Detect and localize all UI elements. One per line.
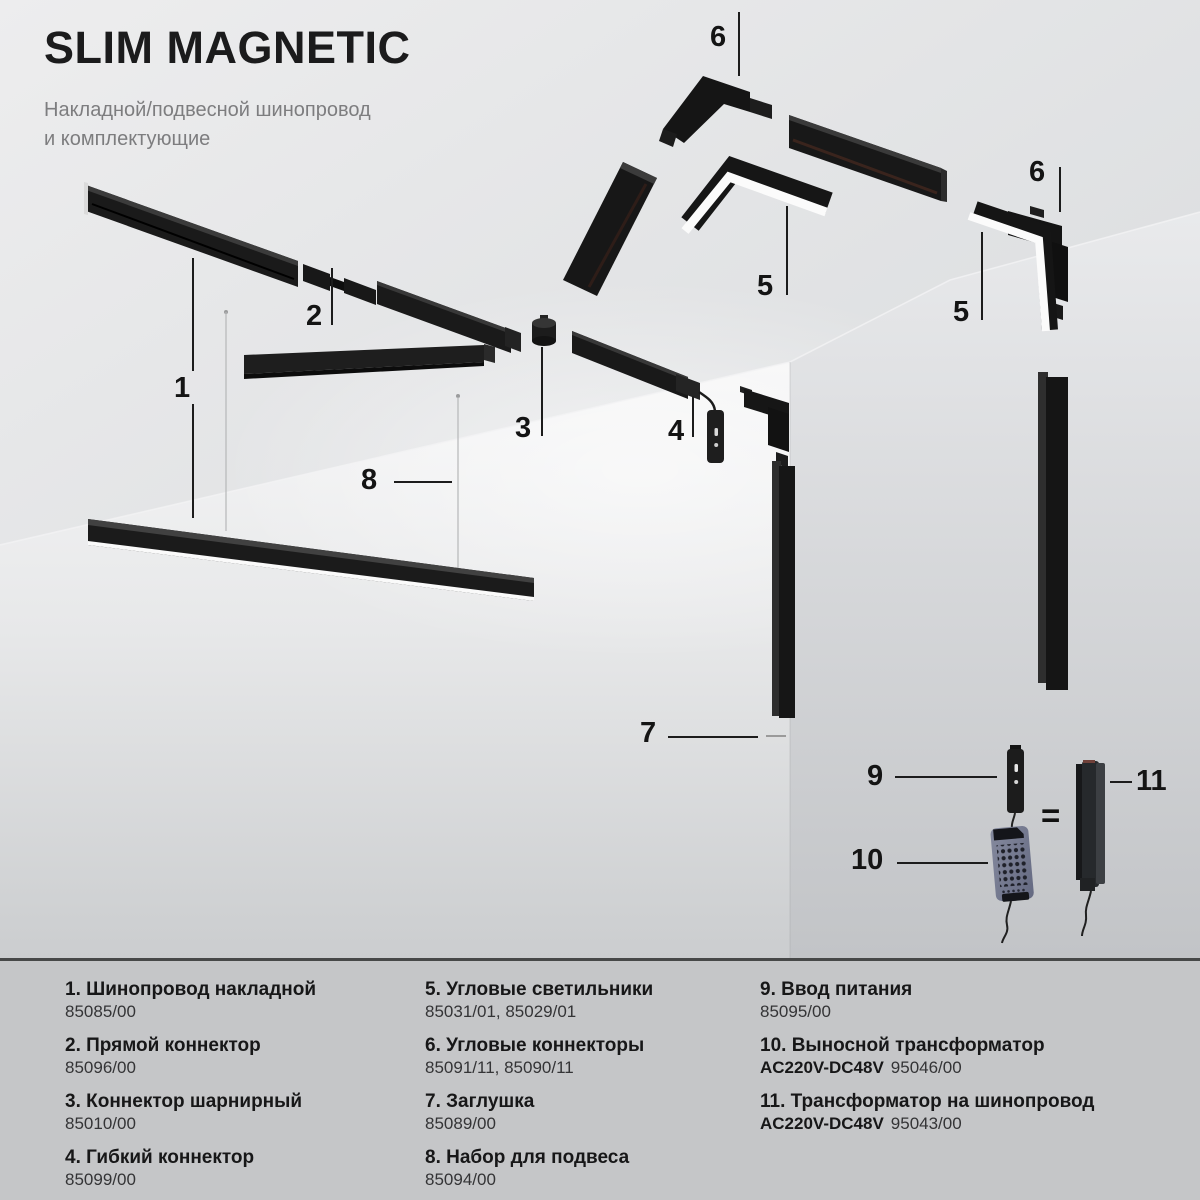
callout-2: 2	[306, 300, 323, 332]
legend-column-2	[425, 978, 653, 1200]
item-code: 85010/00	[65, 1114, 136, 1133]
equals-sign: =	[1041, 797, 1061, 834]
item-code: 85095/00	[760, 1002, 831, 1021]
item-title: 8. Набор для подвеса	[425, 1147, 630, 1168]
page-subtitle	[44, 96, 410, 154]
item-code: 85094/00	[425, 1170, 496, 1189]
legend	[0, 961, 1200, 1200]
callout-8: 8	[361, 464, 378, 496]
item-code: 85096/00	[65, 1058, 136, 1077]
wall-track	[772, 461, 795, 718]
callout-5-top: 5	[757, 270, 774, 302]
right-wall-track	[1038, 372, 1068, 690]
item-title: 9. Ввод питания	[760, 979, 913, 1000]
item-code: AC220V-DC48V 95043/00	[760, 1114, 962, 1133]
item-title: 10. Выносной трансформатор	[760, 1035, 1045, 1056]
item-code: 85091/11, 85090/11	[425, 1058, 574, 1077]
hinge-connector	[532, 315, 556, 346]
legend-item	[65, 1090, 316, 1135]
external-transformer	[990, 825, 1034, 902]
callout-3: 3	[515, 412, 532, 444]
item-code: 85031/01, 85029/01	[425, 1002, 577, 1021]
legend-column-1	[65, 978, 316, 1200]
item-title: 11. Трансформатор на шинопровод	[760, 1091, 1095, 1112]
item-title: 3. Коннектор шарнирный	[65, 1091, 303, 1112]
item-title: 2. Прямой коннектор	[65, 1035, 261, 1056]
item-title: 4. Гибкий коннектор	[65, 1147, 255, 1168]
callout-4: 4	[668, 415, 685, 447]
callout-10: 10	[851, 844, 884, 876]
flex-connector-module	[707, 410, 724, 463]
legend-item	[425, 978, 653, 1023]
item-title: 7. Заглушка	[425, 1091, 535, 1112]
callout-9: 9	[867, 760, 884, 792]
callout-6-top: 6	[710, 21, 727, 53]
item-code: AC220V-DC48V 95046/00	[760, 1058, 962, 1077]
callout-11: 11	[1136, 765, 1167, 797]
legend-item	[425, 1034, 653, 1079]
legend-item	[65, 1034, 316, 1079]
legend-item	[760, 1090, 1094, 1135]
page-title: SLIM MAGNETIC	[44, 22, 411, 73]
item-title: 6. Угловые коннекторы	[425, 1035, 645, 1056]
legend-item	[65, 978, 316, 1023]
header	[44, 22, 410, 154]
legend-item	[760, 1034, 1094, 1079]
callout-1: 1	[174, 372, 191, 404]
subtitle-line-1: Накладной/подвесной шинопровод	[44, 99, 371, 121]
item-title: 1. Шинопровод накладной	[65, 979, 317, 1000]
subtitle-line-2: и комплектующие	[44, 128, 211, 150]
legend-item	[65, 1146, 316, 1191]
legend-column-3	[760, 978, 1094, 1146]
item-code: 85099/00	[65, 1170, 136, 1189]
item-code: 85089/00	[425, 1114, 496, 1133]
item-title: 5. Угловые светильники	[425, 979, 654, 1000]
legend-item	[425, 1090, 653, 1135]
callout-5-right: 5	[953, 296, 970, 328]
callout-6-right: 6	[1029, 156, 1046, 188]
callout-7: 7	[640, 717, 657, 749]
legend-item	[760, 978, 1094, 1023]
legend-item	[425, 1146, 653, 1191]
item-code: 85085/00	[65, 1002, 136, 1021]
